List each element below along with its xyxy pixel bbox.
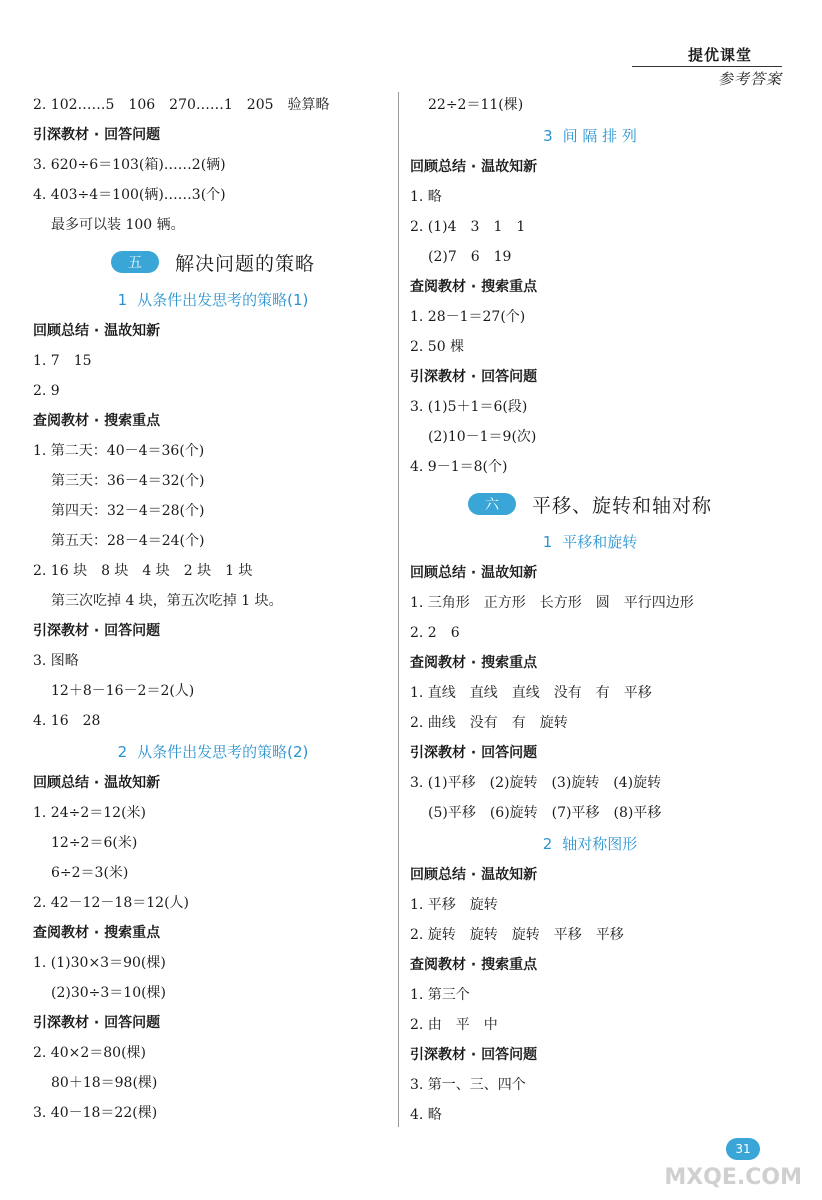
answer-line: 3. (1)平移 (2)旋转 (3)旋转 (4)旋转 [410, 775, 662, 791]
answer-line: 1. 平移 旋转 [410, 897, 498, 913]
section-heading: 引深教材 · 回答问题 [33, 623, 161, 639]
section-heading: 回顾总结 · 温故知新 [410, 159, 538, 175]
answer-line: 2. 102……5 106 270……1 205 验算略 [33, 97, 330, 113]
answer-line: 22÷2＝11(棵) [428, 97, 524, 113]
answer-line: 3. 第一、三、四个 [410, 1077, 526, 1093]
unit-badge: 六 [468, 493, 516, 515]
section-heading: 回顾总结 · 温故知新 [410, 565, 538, 581]
watermark: MXQE.COM [664, 1165, 802, 1190]
section-heading: 引深教材 · 回答问题 [33, 1015, 161, 1031]
answer-line: 2. 50 棵 [410, 339, 465, 355]
answer-line: 第三次吃掉 4 块，第五次吃掉 1 块。 [51, 593, 283, 609]
section-heading: 回顾总结 · 温故知新 [410, 867, 538, 883]
answer-line: 2. 42－12－18＝12(人) [33, 895, 189, 911]
answer-line: 3. 图略 [33, 653, 79, 669]
section-heading: 引深教材 · 回答问题 [410, 745, 538, 761]
subsection-title [33, 284, 393, 316]
page-header [632, 44, 782, 89]
answer-line: 第四天：32－4＝28(个) [51, 503, 205, 519]
answer-line: 3. (1)5＋1＝6(段) [410, 399, 528, 415]
header-subtitle: 参考答案 [717, 70, 782, 88]
answer-line: (2)30÷3＝10(棵) [51, 985, 167, 1001]
answer-line: 1. 第三个 [410, 987, 470, 1003]
answer-line: 2. 旋转 旋转 旋转 平移 平移 [410, 927, 624, 943]
subsection-title [410, 120, 770, 152]
answer-line: 3. 620÷6＝103(箱)……2(辆) [33, 157, 226, 173]
answer-line: 第三天：36－4＝32(个) [51, 473, 205, 489]
section-heading: 查阅教材 · 搜索重点 [410, 655, 538, 671]
answer-line: 12÷2＝6(米) [51, 835, 138, 851]
answer-line: (2)7 6 19 [428, 249, 512, 265]
subsection-label: 轴对称图形 [562, 835, 638, 853]
answer-line: (2)10－1＝9(次) [428, 429, 537, 445]
subsection-number: 3 [543, 127, 553, 145]
unit-title: 解决问题的策略 [174, 252, 315, 275]
answer-line: 2. 16 块 8 块 4 块 2 块 1 块 [33, 563, 253, 579]
subsection-label: 从条件出发思考的策略(2) [137, 743, 309, 761]
answer-line: 最多可以装 100 辆。 [51, 217, 185, 233]
section-heading: 查阅教材 · 搜索重点 [410, 957, 538, 973]
header-rule [632, 66, 782, 67]
header-title: 提优课堂 [687, 46, 752, 64]
answer-line: 2. 由 平 中 [410, 1017, 498, 1033]
answer-line: 1. 24÷2＝12(米) [33, 805, 146, 821]
answer-line: 4. 9－1＝8(个) [410, 459, 508, 475]
subsection-label: 从条件出发思考的策略(1) [137, 291, 309, 309]
unit-heading [410, 482, 770, 526]
answer-line: (5)平移 (6)旋转 (7)平移 (8)平移 [428, 805, 662, 821]
subsection-label: 间 隔 排 列 [562, 127, 637, 145]
subsection-label: 平移和旋转 [562, 533, 638, 551]
answer-line: 1. 三角形 正方形 长方形 圆 平行四边形 [410, 595, 694, 611]
column-divider [398, 92, 399, 1127]
answer-line: 2. 2 6 [410, 625, 460, 641]
page-number: 31 [726, 1138, 760, 1160]
subsection-number: 1 [542, 533, 553, 551]
answer-line: 4. 16 28 [33, 713, 101, 729]
answer-line: 1. 略 [410, 189, 442, 205]
unit-title: 平移、旋转和轴对称 [531, 494, 712, 517]
unit-badge: 五 [111, 251, 159, 273]
section-heading: 查阅教材 · 搜索重点 [33, 413, 161, 429]
subsection-title [33, 736, 393, 768]
section-heading: 查阅教材 · 搜索重点 [33, 925, 161, 941]
answer-line: 12＋8－16－2＝2(人) [51, 683, 195, 699]
subsection-number: 1 [117, 291, 128, 309]
answer-line: 2. (1)4 3 1 1 [410, 219, 526, 235]
answer-line: 6÷2＝3(米) [51, 865, 129, 881]
unit-heading [33, 240, 393, 284]
answer-line: 3. 40－18＝22(棵) [33, 1105, 158, 1121]
section-heading: 查阅教材 · 搜索重点 [410, 279, 538, 295]
answer-line: 2. 9 [33, 383, 60, 399]
subsection-title [410, 526, 770, 558]
left-column [33, 90, 393, 1128]
answer-line: 1. 28－1＝27(个) [410, 309, 526, 325]
section-heading: 引深教材 · 回答问题 [410, 369, 538, 385]
answer-line: 第五天：28－4＝24(个) [51, 533, 205, 549]
section-heading: 引深教材 · 回答问题 [33, 127, 161, 143]
answer-line: 1. (1)30×3＝90(棵) [33, 955, 166, 971]
section-heading: 回顾总结 · 温故知新 [33, 323, 161, 339]
answer-line: 1. 直线 直线 直线 没有 有 平移 [410, 685, 652, 701]
answer-line: 2. 40×2＝80(棵) [33, 1045, 146, 1061]
subsection-title [410, 828, 770, 860]
answer-line: 1. 7 15 [33, 353, 92, 369]
answer-line: 4. 略 [410, 1107, 442, 1123]
right-column [410, 90, 770, 1130]
answer-line: 80＋18＝98(棵) [51, 1075, 158, 1091]
answer-line: 1. 第二天：40－4＝36(个) [33, 443, 205, 459]
answer-line: 2. 曲线 没有 有 旋转 [410, 715, 568, 731]
subsection-number: 2 [117, 743, 128, 761]
answer-line: 4. 403÷4＝100(辆)……3(个) [33, 187, 226, 203]
section-heading: 回顾总结 · 温故知新 [33, 775, 161, 791]
subsection-number: 2 [542, 835, 553, 853]
section-heading: 引深教材 · 回答问题 [410, 1047, 538, 1063]
